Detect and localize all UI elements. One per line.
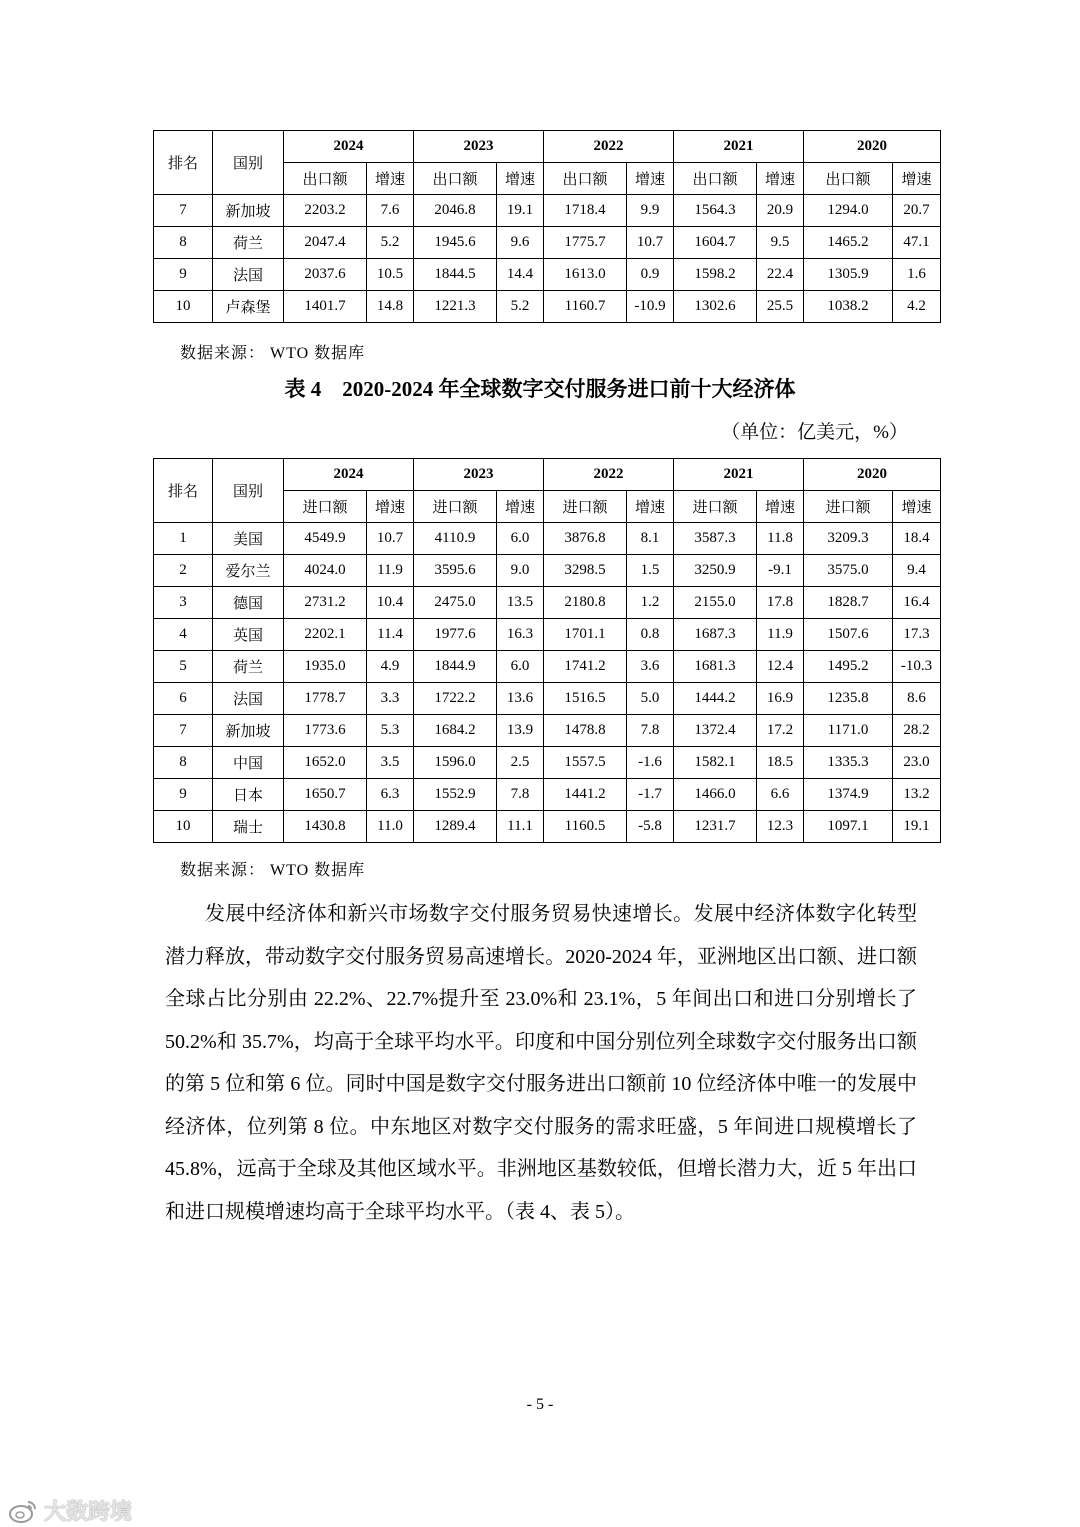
growth-cell: 11.4 bbox=[367, 619, 414, 651]
growth-cell: -10.3 bbox=[893, 651, 941, 683]
growth-header: 增速 bbox=[893, 163, 941, 195]
amount-header: 进口额 bbox=[544, 491, 627, 523]
amount-cell: 1552.9 bbox=[414, 779, 497, 811]
amount-cell: 1374.9 bbox=[804, 779, 893, 811]
amount-cell: 1444.2 bbox=[674, 683, 757, 715]
growth-cell: 1.6 bbox=[893, 259, 941, 291]
growth-cell: 9.4 bbox=[893, 555, 941, 587]
table-row bbox=[154, 587, 941, 619]
table-caption: 表 4 2020-2024 年全球数字交付服务进口前十大经济体 bbox=[284, 377, 796, 401]
amount-cell: 2203.2 bbox=[284, 195, 367, 227]
amount-cell: 1684.2 bbox=[414, 715, 497, 747]
amount-cell: 1844.9 bbox=[414, 651, 497, 683]
growth-cell: 13.2 bbox=[893, 779, 941, 811]
amount-header: 出口额 bbox=[804, 163, 893, 195]
amount-cell: 1652.0 bbox=[284, 747, 367, 779]
table-row bbox=[154, 779, 941, 811]
amount-cell: 1038.2 bbox=[804, 291, 893, 323]
growth-cell: 10.7 bbox=[367, 523, 414, 555]
growth-cell: 3.6 bbox=[627, 651, 674, 683]
rank-cell: 10 bbox=[154, 291, 213, 323]
growth-cell: 16.3 bbox=[497, 619, 544, 651]
amount-cell: 3587.3 bbox=[674, 523, 757, 555]
growth-cell: 19.1 bbox=[893, 811, 941, 843]
table-row bbox=[154, 619, 941, 651]
amount-cell: 1773.6 bbox=[284, 715, 367, 747]
year-header: 2024 bbox=[284, 131, 414, 163]
country-cell: 新加坡 bbox=[213, 195, 284, 227]
growth-cell: 25.5 bbox=[757, 291, 804, 323]
growth-cell: 3.3 bbox=[367, 683, 414, 715]
growth-cell: 2.5 bbox=[497, 747, 544, 779]
body-paragraph bbox=[165, 893, 917, 1233]
growth-cell: 0.8 bbox=[627, 619, 674, 651]
year-header: 2022 bbox=[544, 131, 674, 163]
amount-cell: 1613.0 bbox=[544, 259, 627, 291]
growth-cell: -5.8 bbox=[627, 811, 674, 843]
growth-cell: 10.4 bbox=[367, 587, 414, 619]
growth-cell: -1.7 bbox=[627, 779, 674, 811]
amount-cell: 1495.2 bbox=[804, 651, 893, 683]
amount-cell: 1596.0 bbox=[414, 747, 497, 779]
amount-cell: 1945.6 bbox=[414, 227, 497, 259]
rank-cell: 4 bbox=[154, 619, 213, 651]
amount-cell: 1160.7 bbox=[544, 291, 627, 323]
country-cell: 卢森堡 bbox=[213, 291, 284, 323]
growth-cell: 20.7 bbox=[893, 195, 941, 227]
rank-cell: 7 bbox=[154, 195, 213, 227]
table-row bbox=[154, 715, 941, 747]
amount-cell: 1604.7 bbox=[674, 227, 757, 259]
table-row bbox=[154, 811, 941, 843]
amount-cell: 1097.1 bbox=[804, 811, 893, 843]
growth-cell: 14.8 bbox=[367, 291, 414, 323]
country-cell: 日本 bbox=[213, 779, 284, 811]
growth-cell: 5.0 bbox=[627, 683, 674, 715]
country-cell: 美国 bbox=[213, 523, 284, 555]
growth-cell: 14.4 bbox=[497, 259, 544, 291]
amount-cell: 1507.6 bbox=[804, 619, 893, 651]
amount-cell: 1687.3 bbox=[674, 619, 757, 651]
growth-cell: -10.9 bbox=[627, 291, 674, 323]
growth-cell: 7.8 bbox=[627, 715, 674, 747]
amount-cell: 2037.6 bbox=[284, 259, 367, 291]
import-table bbox=[153, 458, 941, 843]
rank-cell: 3 bbox=[154, 587, 213, 619]
rank-cell: 6 bbox=[154, 683, 213, 715]
growth-header: 增速 bbox=[757, 163, 804, 195]
year-header: 2022 bbox=[544, 459, 674, 491]
growth-cell: 22.4 bbox=[757, 259, 804, 291]
growth-cell: 1.2 bbox=[627, 587, 674, 619]
growth-header: 增速 bbox=[497, 491, 544, 523]
country-cell: 爱尔兰 bbox=[213, 555, 284, 587]
growth-header: 增速 bbox=[627, 491, 674, 523]
rank-cell: 1 bbox=[154, 523, 213, 555]
watermark-text: 大数跨境 bbox=[44, 1500, 133, 1525]
paragraph-text: 发展中经济体和新兴市场数字交付服务贸易快速增长。发展中经济体数字化转型潜力释放，带动数字交付服务贸易高速增长。2020-2024 年，亚洲地区出口额、进口额全球占比分别由 22.2%、22.7%提升至 23.0%和 23.1%，5 年间出口和进口分别增长了 50.2%和 35.7%，均高于全球平均水平。印度和中国分别位列全球数字交付服务出口额的第 5 位和第 6 位。同时中国是数字交付服务进出口额前 10 位经济体中唯一的发展中经济体，位列第 8 位。中东地区对数字交付服务的需求旺盛，5 年间进口规模增长了 45.8%，远高于全球及其他区域水平。非洲地区基数较低，但增长潜力大，近 5 年出口和进口规模增速均高于全球平均水平。（表 4、表 5）。 bbox=[165, 903, 917, 1223]
growth-cell: 19.1 bbox=[497, 195, 544, 227]
growth-cell: 16.4 bbox=[893, 587, 941, 619]
table-row bbox=[154, 651, 941, 683]
amount-cell: 1235.8 bbox=[804, 683, 893, 715]
amount-header: 出口额 bbox=[544, 163, 627, 195]
growth-cell: 1.5 bbox=[627, 555, 674, 587]
growth-cell: 9.6 bbox=[497, 227, 544, 259]
amount-header: 出口额 bbox=[284, 163, 367, 195]
table-row bbox=[154, 747, 941, 779]
amount-cell: 1681.3 bbox=[674, 651, 757, 683]
growth-cell: 8.1 bbox=[627, 523, 674, 555]
amount-cell: 1160.5 bbox=[544, 811, 627, 843]
rank-cell: 10 bbox=[154, 811, 213, 843]
growth-cell: 5.2 bbox=[367, 227, 414, 259]
amount-cell: 1478.8 bbox=[544, 715, 627, 747]
export-table bbox=[153, 130, 941, 323]
growth-cell: 4.9 bbox=[367, 651, 414, 683]
growth-header: 增速 bbox=[367, 491, 414, 523]
amount-cell: 1171.0 bbox=[804, 715, 893, 747]
amount-cell: 3298.5 bbox=[544, 555, 627, 587]
country-cell: 瑞士 bbox=[213, 811, 284, 843]
amount-cell: 1775.7 bbox=[544, 227, 627, 259]
growth-cell: 6.0 bbox=[497, 523, 544, 555]
amount-cell: 2475.0 bbox=[414, 587, 497, 619]
amount-cell: 1441.2 bbox=[544, 779, 627, 811]
amount-cell: 1305.9 bbox=[804, 259, 893, 291]
table-row bbox=[154, 291, 941, 323]
growth-cell: 47.1 bbox=[893, 227, 941, 259]
source-note: 数据来源： WTO 数据库 bbox=[180, 345, 366, 362]
amount-cell: 1564.3 bbox=[674, 195, 757, 227]
rank-header: 排名 bbox=[154, 131, 213, 195]
year-header: 2023 bbox=[414, 131, 544, 163]
growth-cell: 23.0 bbox=[893, 747, 941, 779]
amount-header: 出口额 bbox=[414, 163, 497, 195]
country-cell: 英国 bbox=[213, 619, 284, 651]
growth-cell: 6.6 bbox=[757, 779, 804, 811]
year-header: 2021 bbox=[674, 459, 804, 491]
amount-header: 出口额 bbox=[674, 163, 757, 195]
country-cell: 荷兰 bbox=[213, 227, 284, 259]
amount-cell: 4110.9 bbox=[414, 523, 497, 555]
growth-cell: 5.2 bbox=[497, 291, 544, 323]
growth-cell: 11.0 bbox=[367, 811, 414, 843]
growth-cell: 0.9 bbox=[627, 259, 674, 291]
amount-header: 进口额 bbox=[414, 491, 497, 523]
amount-cell: 1557.5 bbox=[544, 747, 627, 779]
country-cell: 新加坡 bbox=[213, 715, 284, 747]
growth-cell: 18.5 bbox=[757, 747, 804, 779]
growth-cell: 8.6 bbox=[893, 683, 941, 715]
rank-cell: 9 bbox=[154, 779, 213, 811]
amount-cell: 1741.2 bbox=[544, 651, 627, 683]
growth-cell: 6.0 bbox=[497, 651, 544, 683]
growth-cell: 12.4 bbox=[757, 651, 804, 683]
rank-cell: 8 bbox=[154, 227, 213, 259]
growth-cell: 6.3 bbox=[367, 779, 414, 811]
growth-cell: 16.9 bbox=[757, 683, 804, 715]
growth-cell: 7.8 bbox=[497, 779, 544, 811]
rank-cell: 2 bbox=[154, 555, 213, 587]
country-cell: 法国 bbox=[213, 259, 284, 291]
amount-cell: 2155.0 bbox=[674, 587, 757, 619]
table-row bbox=[154, 683, 941, 715]
amount-cell: 2180.8 bbox=[544, 587, 627, 619]
amount-cell: 1977.6 bbox=[414, 619, 497, 651]
rank-header: 排名 bbox=[154, 459, 213, 523]
growth-cell: 13.6 bbox=[497, 683, 544, 715]
amount-cell: 1372.4 bbox=[674, 715, 757, 747]
growth-cell: 20.9 bbox=[757, 195, 804, 227]
growth-cell: 11.1 bbox=[497, 811, 544, 843]
weibo-logo-icon bbox=[8, 1498, 38, 1524]
amount-cell: 3595.6 bbox=[414, 555, 497, 587]
amount-cell: 3209.3 bbox=[804, 523, 893, 555]
growth-cell: 17.3 bbox=[893, 619, 941, 651]
growth-cell: 12.3 bbox=[757, 811, 804, 843]
growth-cell: 4.2 bbox=[893, 291, 941, 323]
country-header: 国别 bbox=[213, 459, 284, 523]
amount-cell: 1294.0 bbox=[804, 195, 893, 227]
amount-cell: 1935.0 bbox=[284, 651, 367, 683]
amount-cell: 2046.8 bbox=[414, 195, 497, 227]
amount-cell: 1701.1 bbox=[544, 619, 627, 651]
growth-cell: 13.9 bbox=[497, 715, 544, 747]
country-cell: 中国 bbox=[213, 747, 284, 779]
page-number: - 5 - bbox=[526, 1396, 554, 1413]
growth-cell: 11.9 bbox=[757, 619, 804, 651]
table-row bbox=[154, 195, 941, 227]
amount-cell: 1465.2 bbox=[804, 227, 893, 259]
growth-cell: 7.6 bbox=[367, 195, 414, 227]
rank-cell: 9 bbox=[154, 259, 213, 291]
growth-cell: 10.5 bbox=[367, 259, 414, 291]
year-header: 2024 bbox=[284, 459, 414, 491]
watermark bbox=[8, 1495, 132, 1526]
country-cell: 法国 bbox=[213, 683, 284, 715]
amount-cell: 1516.5 bbox=[544, 683, 627, 715]
table-row bbox=[154, 259, 941, 291]
amount-cell: 1302.6 bbox=[674, 291, 757, 323]
table-row bbox=[154, 523, 941, 555]
amount-cell: 1650.7 bbox=[284, 779, 367, 811]
country-header: 国别 bbox=[213, 131, 284, 195]
amount-cell: 3876.8 bbox=[544, 523, 627, 555]
amount-header: 进口额 bbox=[284, 491, 367, 523]
year-header: 2020 bbox=[804, 131, 941, 163]
amount-cell: 1722.2 bbox=[414, 683, 497, 715]
amount-cell: 1221.3 bbox=[414, 291, 497, 323]
growth-cell: 9.0 bbox=[497, 555, 544, 587]
table-row bbox=[154, 555, 941, 587]
amount-cell: 1828.7 bbox=[804, 587, 893, 619]
amount-cell: 1778.7 bbox=[284, 683, 367, 715]
growth-cell: 10.7 bbox=[627, 227, 674, 259]
growth-header: 增速 bbox=[627, 163, 674, 195]
growth-cell: 3.5 bbox=[367, 747, 414, 779]
amount-cell: 4549.9 bbox=[284, 523, 367, 555]
amount-cell: 1466.0 bbox=[674, 779, 757, 811]
amount-cell: 1335.3 bbox=[804, 747, 893, 779]
year-header: 2020 bbox=[804, 459, 941, 491]
growth-header: 增速 bbox=[757, 491, 804, 523]
amount-cell: 2202.1 bbox=[284, 619, 367, 651]
year-header: 2021 bbox=[674, 131, 804, 163]
amount-cell: 2731.2 bbox=[284, 587, 367, 619]
rank-cell: 7 bbox=[154, 715, 213, 747]
country-cell: 德国 bbox=[213, 587, 284, 619]
growth-cell: 13.5 bbox=[497, 587, 544, 619]
amount-cell: 1598.2 bbox=[674, 259, 757, 291]
growth-cell: -1.6 bbox=[627, 747, 674, 779]
amount-cell: 4024.0 bbox=[284, 555, 367, 587]
amount-header: 进口额 bbox=[804, 491, 893, 523]
unit-note: （单位：亿美元，%） bbox=[721, 422, 908, 443]
table-row bbox=[154, 227, 941, 259]
growth-header: 增速 bbox=[497, 163, 544, 195]
growth-header: 增速 bbox=[367, 163, 414, 195]
growth-cell: 17.2 bbox=[757, 715, 804, 747]
growth-cell: 5.3 bbox=[367, 715, 414, 747]
rank-cell: 8 bbox=[154, 747, 213, 779]
amount-cell: 1718.4 bbox=[544, 195, 627, 227]
amount-cell: 3250.9 bbox=[674, 555, 757, 587]
growth-cell: 18.4 bbox=[893, 523, 941, 555]
amount-cell: 1430.8 bbox=[284, 811, 367, 843]
rank-cell: 5 bbox=[154, 651, 213, 683]
amount-cell: 1844.5 bbox=[414, 259, 497, 291]
growth-cell: 28.2 bbox=[893, 715, 941, 747]
source-note: 数据来源： WTO 数据库 bbox=[180, 862, 366, 879]
growth-cell: 11.8 bbox=[757, 523, 804, 555]
amount-cell: 1401.7 bbox=[284, 291, 367, 323]
amount-cell: 3575.0 bbox=[804, 555, 893, 587]
growth-header: 增速 bbox=[893, 491, 941, 523]
country-cell: 荷兰 bbox=[213, 651, 284, 683]
growth-cell: 9.9 bbox=[627, 195, 674, 227]
year-header: 2023 bbox=[414, 459, 544, 491]
growth-cell: 17.8 bbox=[757, 587, 804, 619]
amount-cell: 1289.4 bbox=[414, 811, 497, 843]
growth-cell: -9.1 bbox=[757, 555, 804, 587]
growth-cell: 9.5 bbox=[757, 227, 804, 259]
amount-cell: 1231.7 bbox=[674, 811, 757, 843]
amount-cell: 2047.4 bbox=[284, 227, 367, 259]
amount-cell: 1582.1 bbox=[674, 747, 757, 779]
growth-cell: 11.9 bbox=[367, 555, 414, 587]
amount-header: 进口额 bbox=[674, 491, 757, 523]
